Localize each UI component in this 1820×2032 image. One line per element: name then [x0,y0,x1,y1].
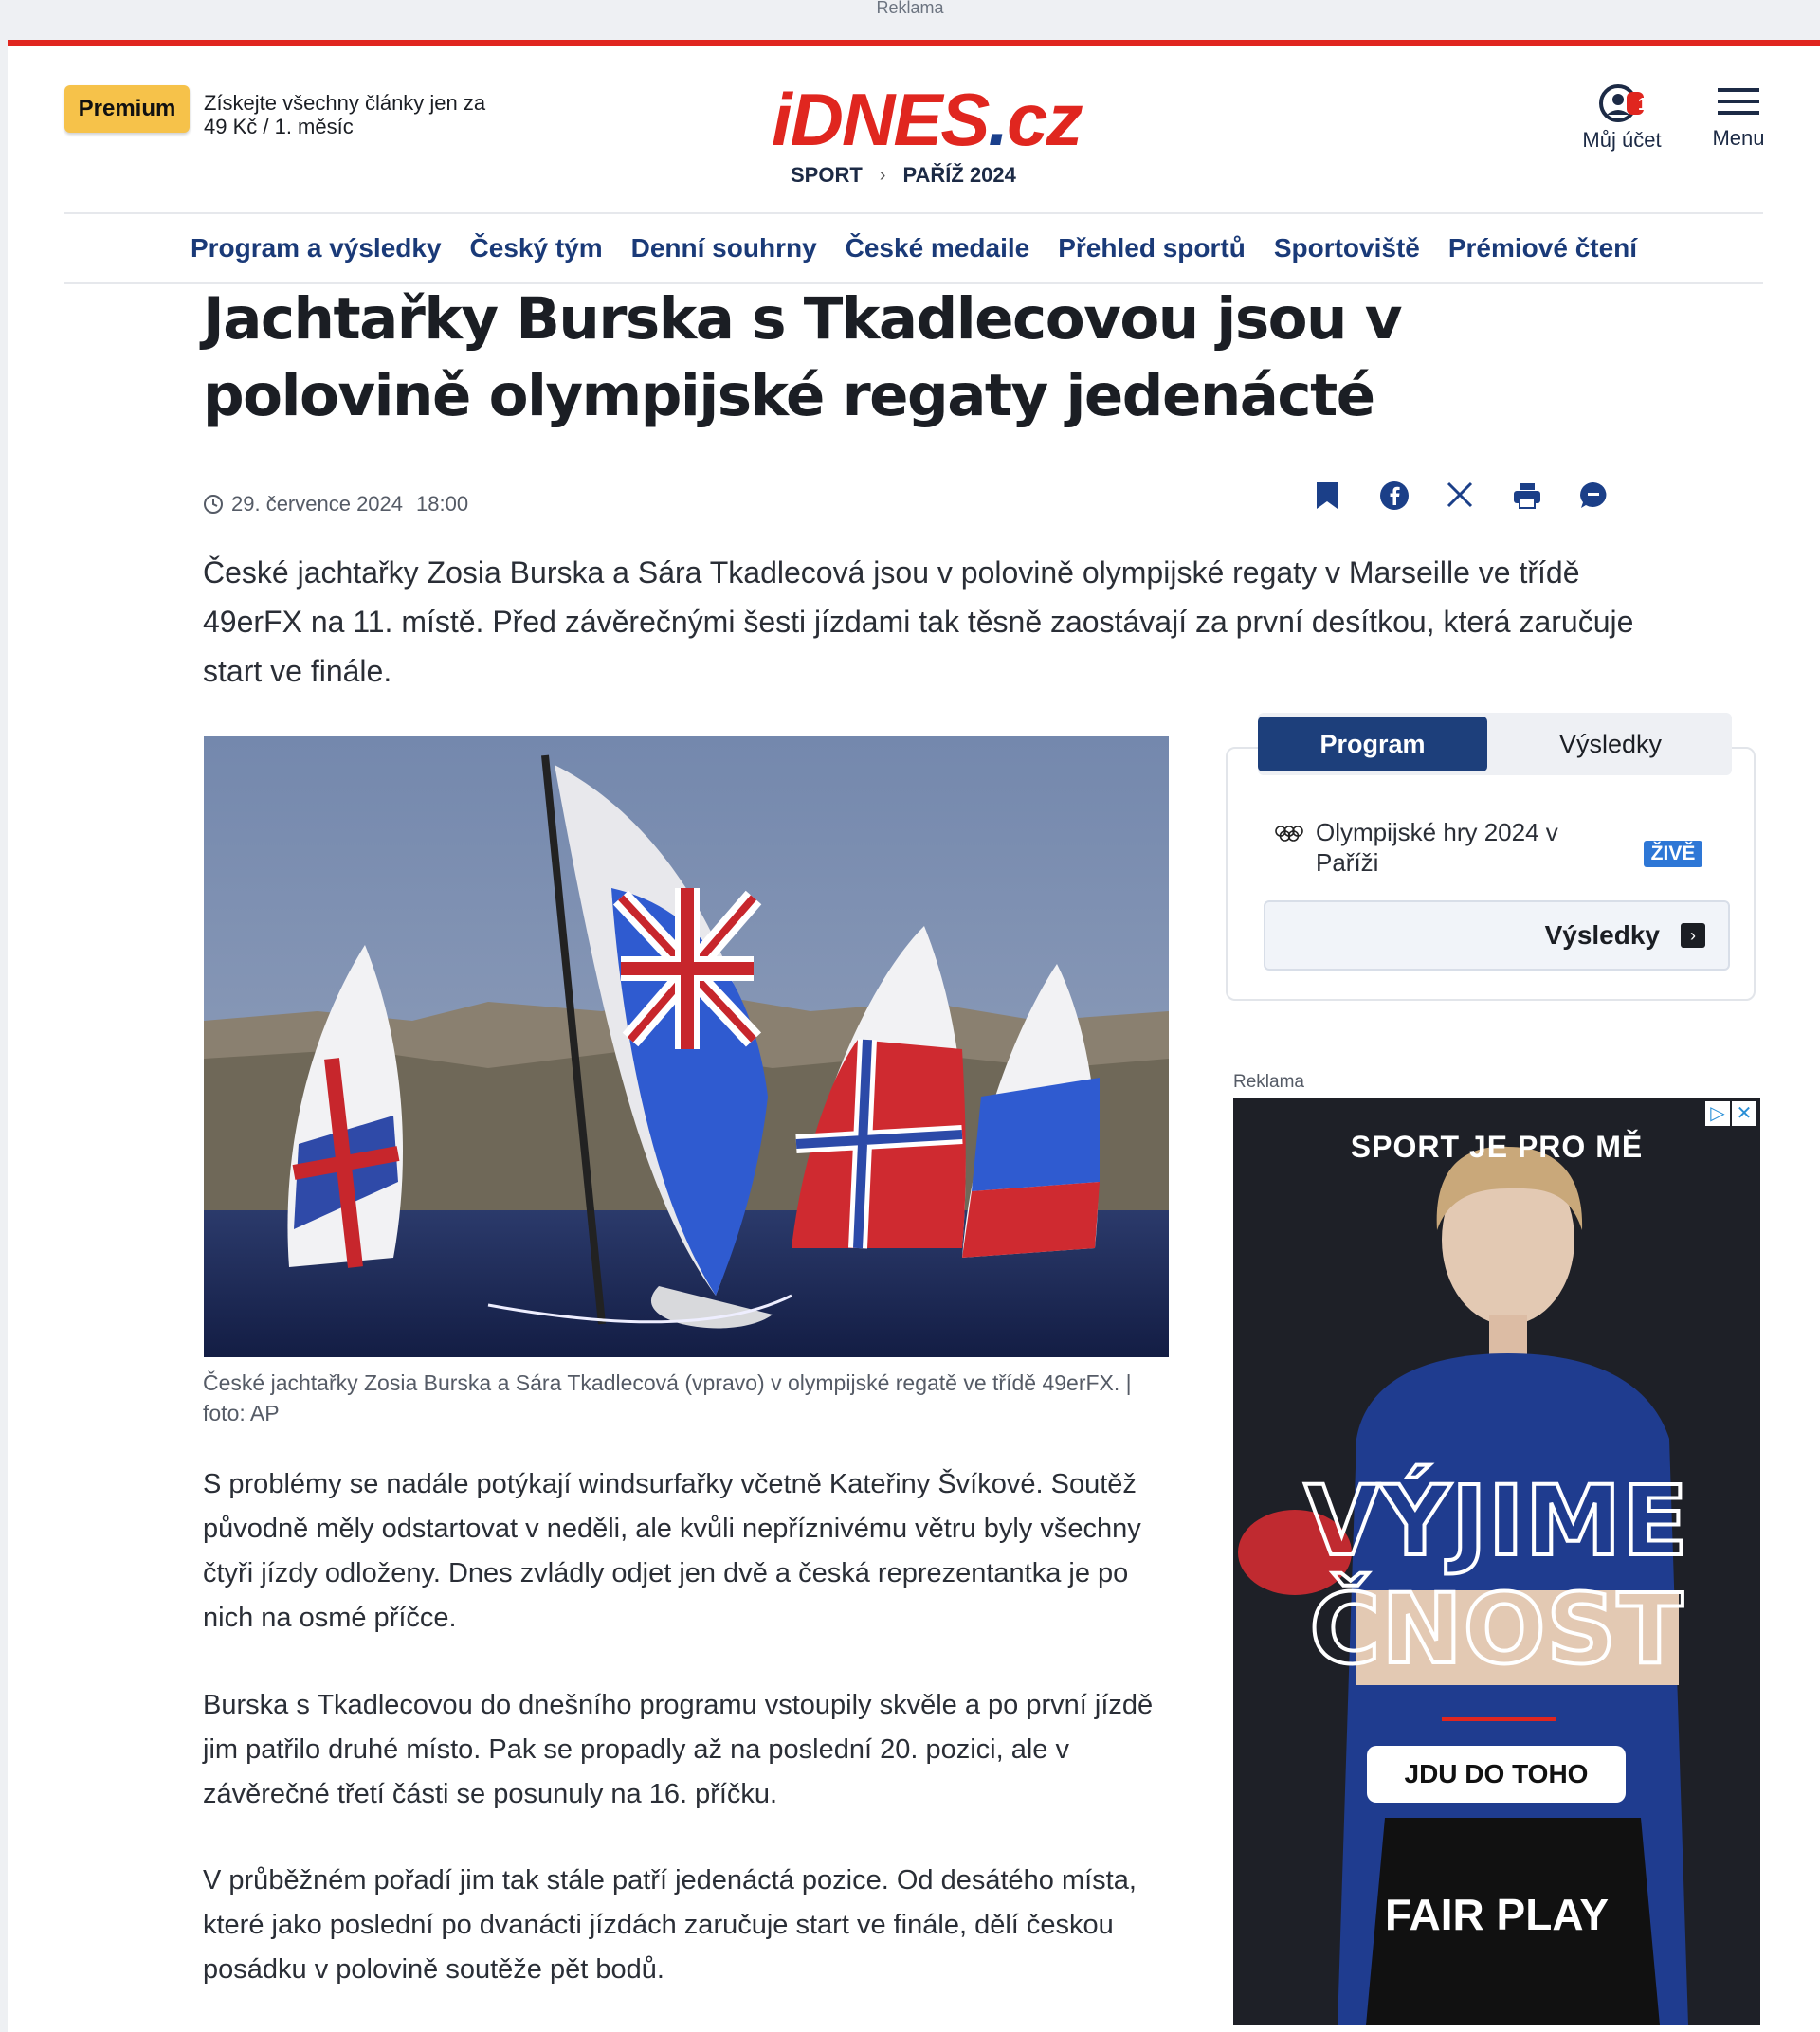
ad-close-icon[interactable]: ✕ [1732,1101,1756,1126]
nav-sportoviste[interactable]: Sportoviště [1273,233,1420,263]
breadcrumb [791,163,1016,188]
event-name[interactable]: Olympijské hry 2024 v Paříži [1316,818,1558,877]
nav-denni-souhrny[interactable]: Denní souhrny [630,233,817,263]
nav-ceske-medaile[interactable]: České medaile [845,233,1030,263]
side-ad-banner[interactable] [1233,1098,1760,2025]
menu-button[interactable] [1701,82,1776,151]
sailing-photo [204,736,1169,1357]
article-paragraph-2: Burska s Tkadlecovou do dnešního programu vstoupily skvěle a po první jízdě jim patřilo druhé místo. Pak se propadly až na poslední 20. pozici, ale v závěrečné třetí části se posunuly na 16. příčku. [203,1690,1154,1809]
facebook-icon[interactable] [1379,481,1408,511]
live-badge: ŽIVĚ [1644,841,1702,867]
ad-slogan-line2: ČNOST [1309,1573,1684,1686]
premium-offer-text[interactable]: Získejte všechny články jen za 49 Kč / 1. měsíc [204,91,486,138]
ad-controls [1705,1101,1756,1126]
account-label: Můj účet [1582,128,1662,152]
print-icon[interactable] [1512,481,1540,511]
nav-program-a-vysledky[interactable]: Program a výsledky [190,233,442,263]
results-button[interactable] [1264,900,1730,971]
nav-cesky-tym[interactable]: Český tým [469,233,603,263]
comments-icon[interactable] [1578,481,1607,511]
top-ad-label: Reklama [876,0,944,17]
adchoices-icon[interactable]: ▷ [1705,1101,1730,1126]
article-paragraph-3: V průběžném pořadí jim tak stále patří jedenáctá pozice. Od desátého místa, které jako poslední po dvanácti jízdách zaručuje start ve finále, dělí českou posádku v polovině soutěže pět bodů. [203,1865,1137,1985]
share-toolbar [1313,481,1607,511]
tab-vysledky[interactable]: Výsledky [1558,730,1663,758]
ad-fairplay-text: FAIR PLAY [1384,1890,1610,1939]
article-time: 18:00 [416,492,469,516]
widget-tabs [1258,713,1732,775]
breadcrumb-sport[interactable]: SPORT [791,163,863,187]
nav-premiove-cteni[interactable]: Prémiové čtení [1447,233,1638,263]
tab-program[interactable]: Program [1258,717,1487,771]
bookmark-icon[interactable] [1313,481,1341,511]
article-photo[interactable] [204,736,1169,1357]
ad-heading: SPORT JE PRO MĚ [1350,1130,1644,1164]
photo-caption: České jachtařky Zosia Burska a Sára Tkadlecová (vpravo) v olympijské regatě ve třídě 49erFX. | foto: AP [203,1370,1132,1425]
results-button-label: Výsledky [1544,920,1660,950]
account-badge: 1 [1638,95,1648,114]
clock-icon [203,494,224,515]
account-button[interactable] [1570,82,1674,153]
article-perex: České jachtařky Zosia Burska a Sára Tkadlecová jsou v polovině olympijské regaty v Marseille ve třídě 49erFX na 11. místě. Před závěrečnými šesti jízdami tak těsně zaostávají za první desítkou, která zaručuje start ve finále. [203,555,1634,688]
section-nav [64,212,1763,284]
article-meta [203,492,468,517]
chevron-right-icon: › [879,164,886,186]
article-paragraph-1: S problémy se nadále potýkají windsurfařky včetně Kateřiny Švíkové. Soutěž původně měly odstartovat v neděli, ale kvůli nepříznivému větru byly všechny čtyři jízdy odloženy. Dnes zvládly odjet jen dvě a česká reprezentantka je po nich na osmé příčce. [203,1469,1141,1633]
premium-button[interactable]: Premium [64,85,190,133]
side-ad-label: Reklama [1233,1072,1304,1092]
header [8,46,1820,198]
hamburger-icon [1716,82,1761,120]
nav-prehled-sportu[interactable]: Přehled sportů [1058,233,1246,263]
x-twitter-icon[interactable] [1446,481,1474,511]
ad-cta-button[interactable]: JDU DO TOHO [1367,1746,1626,1803]
olympic-rings-icon [1274,823,1304,845]
article-title: Jachtařky Burska s Tkadlecovou jsou v polovině olympijské regaty jedenácté [203,285,1401,429]
breadcrumb-paris-2024[interactable]: PAŘÍŽ 2024 [902,163,1016,187]
article-date: 29. července 2024 [231,492,404,516]
ad-slogan-line1: VÝJIME [1304,1465,1689,1578]
arrow-right-icon: › [1681,923,1705,948]
idnes-logo[interactable]: iDNES.cz [772,78,1082,161]
menu-label: Menu [1712,126,1765,150]
